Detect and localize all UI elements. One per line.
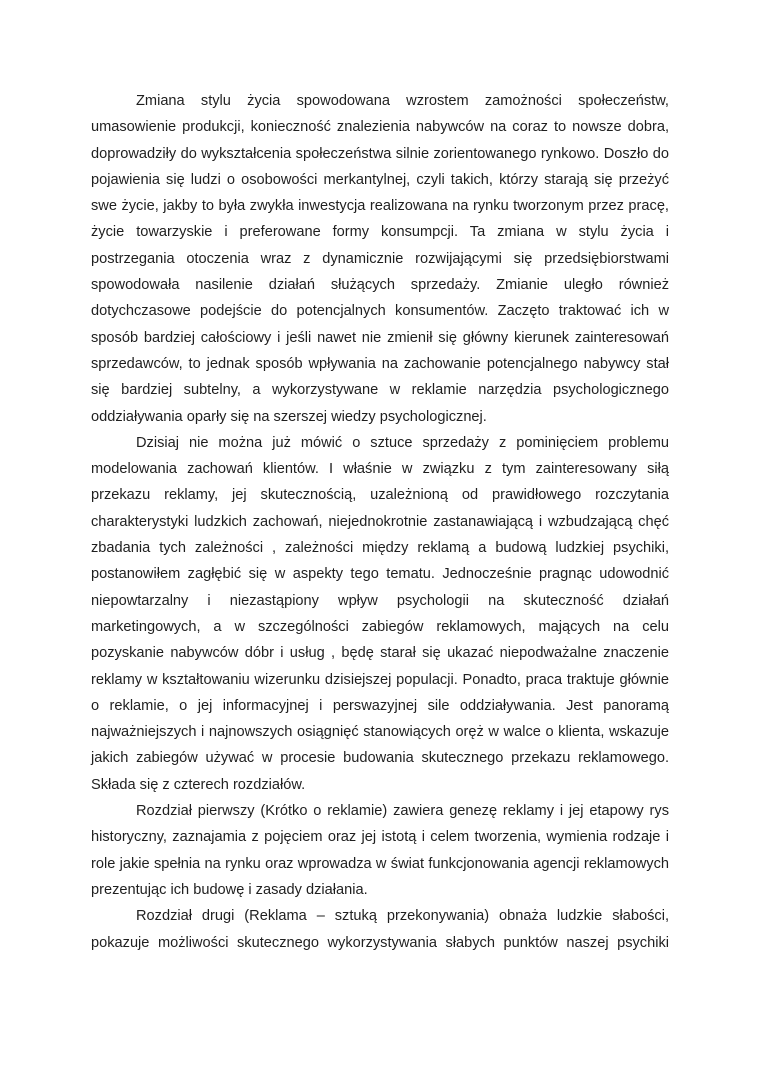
paragraph-1: Zmiana stylu życia spowodowana wzrostem zamożności społeczeństw, umasowienie produkcji, konieczność znalezienia nabywców na coraz to nowsze dobra, doprowadziły do wykształcenia społeczeństwa silnie zorientowanego rynkowo. Doszło do pojawienia się ludzi o osobowości merkantylnej, czyli takich, którzy starają się przeżyć swe życie, jakby to była zwykła inwestycja realizowana na rynku tworzonym przez pracę, życie towarzyskie i preferowane formy konsumpcji. Ta zmiana w stylu życia i postrzegania otoczenia wraz z dynamicznie rozwijającymi się przedsiębiorstwami spowodowała nasilenie działań służących sprzedaży. Zmianie uległo również dotychczasowe podejście do potencjalnych konsumentów. Zaczęto traktować ich w sposób bardziej całościowy i jeśli nawet nie zmienił się główny kierunek zainteresowań sprzedawców, to jednak sposób wpływania na zachowanie potencjalnego nabywcy stał się bardziej subtelny, a wykorzystywane w reklamie narzędzia psychologicznego oddziaływania oparły się na szerszej wiedzy psychologicznej.: [91, 93, 669, 425]
document-page: [91, 88, 669, 956]
paragraph-4: Rozdział drugi (Reklama – sztuką przekonywania) obnaża ludzkie słabości, pokazuje możliwości skutecznego wykorzystywania słabych punktów naszej psychiki: [91, 908, 669, 951]
paragraph-3: Rozdział pierwszy (Krótko o reklamie) zawiera genezę reklamy i jej etapowy rys historyczny, zaznajamia z pojęciem oraz jej istotą i celem tworzenia, wymienia rodzaje i role jakie spełnia na rynku oraz wprowadza w świat funkcjonowania agencji reklamowych prezentując ich budowę i zasady działania.: [91, 803, 669, 898]
paragraph-2: Dzisiaj nie można już mówić o sztuce sprzedaży z pominięciem problemu modelowania zachowań klientów. I właśnie w związku z tym zainteresowany siłą przekazu reklamy, jej skutecznością, uzależnioną od prawidłowego rozczytania charakterystyki ludzkich zachowań, niejednokrotnie zastanawiającą i wzbudzającą chęć zbadania tych zależności , zależności między reklamą a budową ludzkiej psychiki, postanowiłem zagłębić się w aspekty tego tematu. Jednocześnie pragnąc udowodnić niepowtarzalny i niezastąpiony wpływ psychologii na skuteczność działań marketingowych, a w szczególności zabiegów reklamowych, mających na celu pozyskanie nabywców dóbr i usług , będę starał się ukazać niepodważalne znaczenie reklamy w kształtowaniu wizerunku dzisiejszej populacji. Ponadto, praca traktuje głównie o reklamie, o jej informacyjnej i perswazyjnej sile oddziaływania. Jest panoramą najważniejszych i najnowszych osiągnięć stanowiących oręż w walce o klienta, wskazuje jakich zabiegów używać w procesie budowania skutecznego przekazu reklamowego. Składa się z czterech rozdziałów.: [91, 434, 669, 793]
